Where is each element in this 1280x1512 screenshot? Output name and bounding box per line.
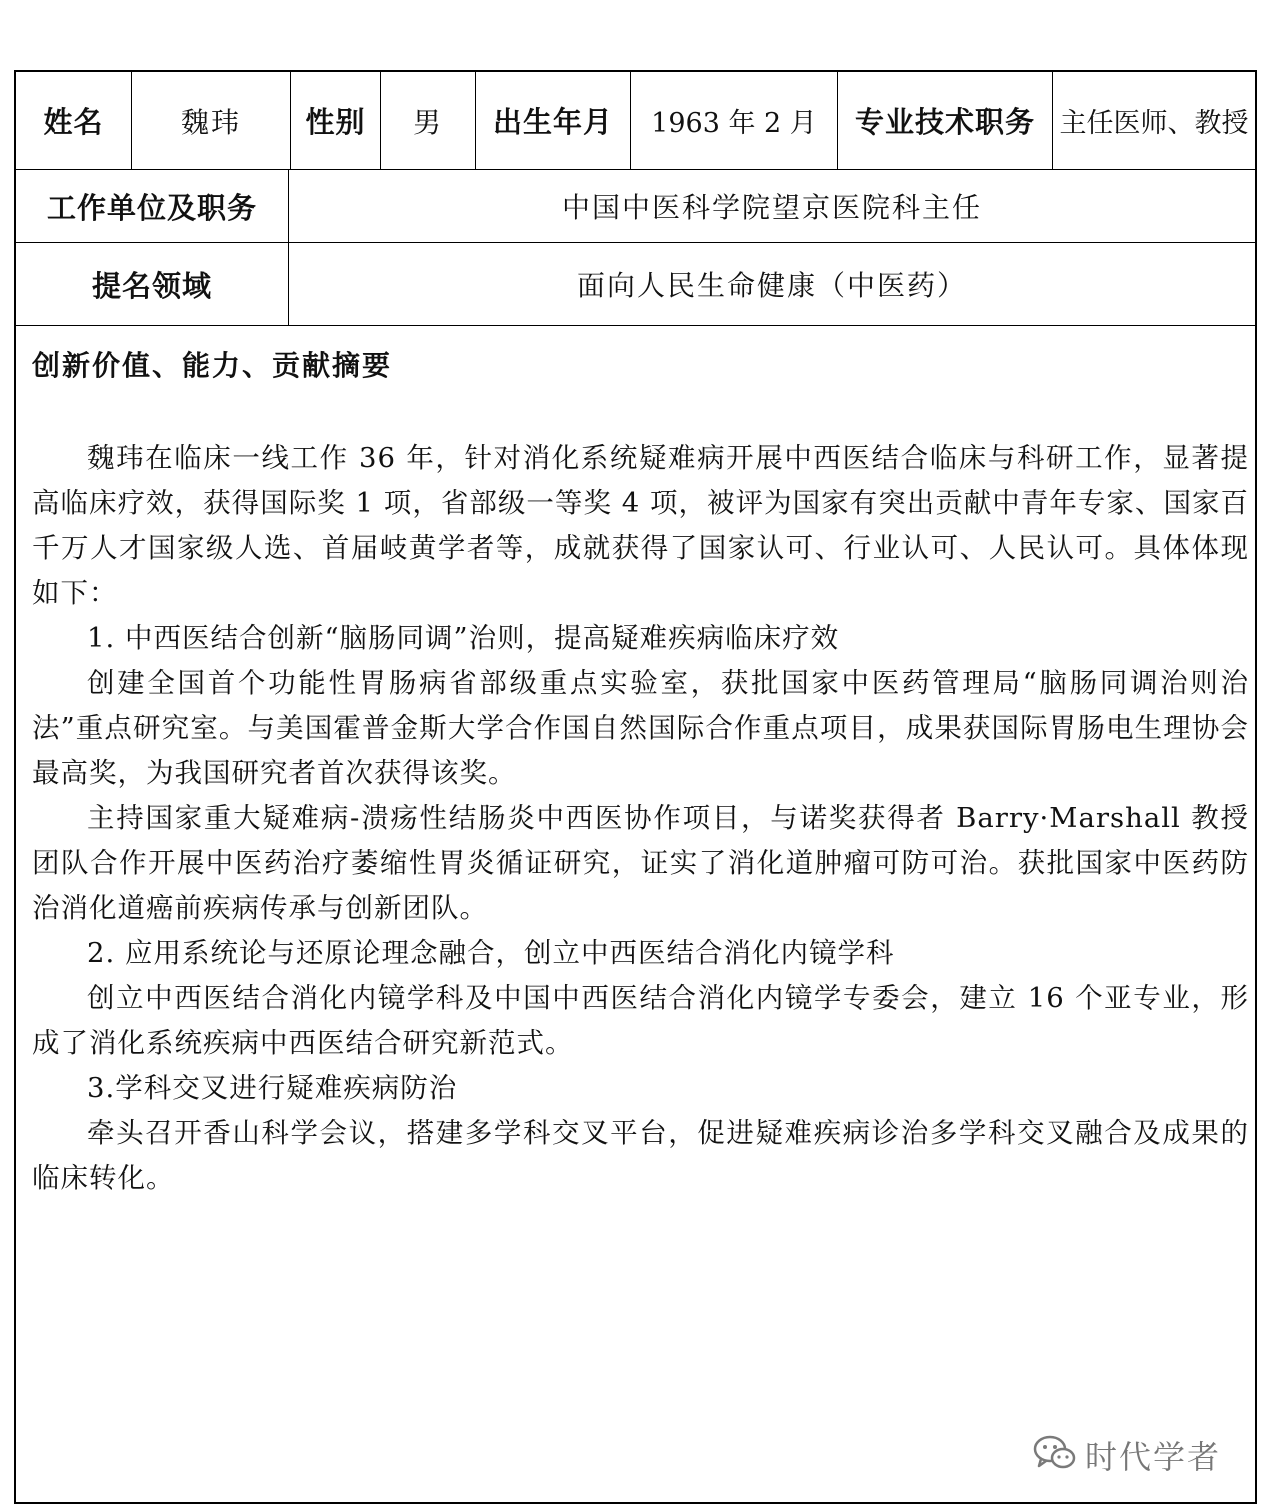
summary-paragraph: 创立中西医结合消化内镜学科及中国中西医结合消化内镜学专委会，建立 16 个亚专业，形成了消化系统疾病中西医结合研究新范式。 (32, 982, 1249, 1059)
gender-value: 男 (381, 72, 476, 169)
birth-date-label: 出生年月 (476, 72, 631, 169)
workplace-value: 中国中医科学院望京医院科主任 (561, 191, 982, 224)
name-value: 魏玮 (132, 72, 291, 169)
summary-paragraph: 主持国家重大疑难病-溃疡性结肠炎中西医协作项目，与诺奖获得者 Barry·Marshall 教授团队合作开展中医药治疗萎缩性胃炎循证研究，证实了消化道肿瘤可防可治。获批国家中医药防治消化道癌前疾病传承与创新团队。 (32, 802, 1249, 924)
summary-subheading: 3.学科交叉进行疑难疾病防治 (87, 1072, 458, 1104)
summary-heading: 创新价值、能力、贡献摘要 (32, 349, 393, 382)
personal-info-row (16, 72, 1255, 170)
professional-title-value: 主任医师、教授 (1059, 108, 1249, 139)
summary-paragraph: 魏玮在临床一线工作 36 年，针对消化系统疑难病开展中西医结合临床与科研工作，显著提高临床疗效，获得国际奖 1 项，省部级一等奖 4 项，被评为国家有突出贡献中青年专家、国家百千万人才国家级人选、首届岐黄学者等，成就获得了国家认可、行业认可、人民认可。具体体现如下： (32, 442, 1249, 609)
gender-label: 性别 (291, 72, 381, 169)
nomination-field-value: 面向人民生命健康（中医药） (576, 269, 967, 302)
birth-date-value: 1963 年 2 月 (631, 72, 838, 169)
nomination-field-row (16, 243, 1255, 326)
wechat-icon (1033, 1434, 1077, 1476)
professional-title-label: 专业技术职务 (838, 72, 1053, 169)
name-label: 姓名 (16, 72, 132, 169)
nomination-field-label: 提名领域 (16, 243, 289, 325)
summary-subheading: 2. 应用系统论与还原论理念融合，创立中西医结合消化内镜学科 (87, 937, 895, 969)
watermark-text: 时代学者 (1084, 1438, 1221, 1476)
summary-paragraph: 创建全国首个功能性胃肠病省部级重点实验室，获批国家中医药管理局“脑肠同调治则治法”重点研究室。与美国霍普金斯大学合作国自然国际合作重点项目，成果获国际胃肠电生理协会最高奖，为我国研究者首次获得该奖。 (32, 667, 1249, 789)
workplace-row (16, 170, 1255, 243)
nomination-form-table (14, 70, 1257, 1504)
summary-paragraph: 牵头召开香山科学会议，搭建多学科交叉平台，促进疑难疾病诊治多学科交叉融合及成果的临床转化。 (32, 1117, 1249, 1194)
summary-subheading: 1. 中西医结合创新“脑肠同调”治则，提高疑难疾病临床疗效 (87, 622, 840, 654)
summary-section (16, 326, 1255, 1502)
workplace-label: 工作单位及职务 (16, 170, 289, 242)
watermark (1033, 1432, 1221, 1478)
summary-body (32, 436, 1249, 1201)
